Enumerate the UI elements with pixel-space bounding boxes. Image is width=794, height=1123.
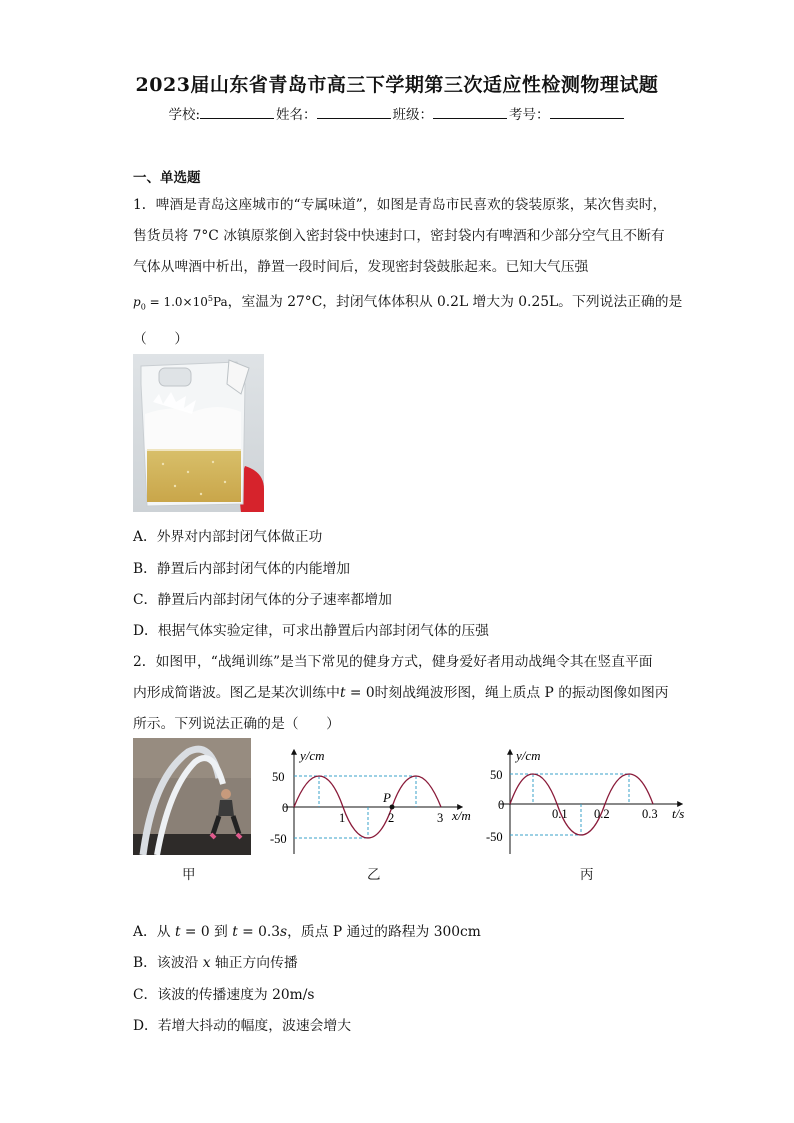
student-info-row — [0, 103, 794, 123]
yi-ytick-50: 50 — [272, 770, 285, 784]
q1-line-2: 售货员将 7°C 冰镇原浆倒入密封袋中快速封口，密封袋内有啤酒和少部分空气且不断有 — [133, 228, 665, 244]
caption-yi: 乙 — [367, 867, 381, 883]
name-label: 姓名： — [276, 107, 317, 123]
class-blank[interactable] — [433, 106, 507, 119]
q1-option-d: D．根据气体实验定律，可求出静置后内部封闭气体的压强 — [133, 623, 489, 639]
q1-line-1: 1．啤酒是青岛这座城市的“专属味道”，如图是青岛市民喜欢的袋装原浆，某次售卖时， — [133, 197, 667, 213]
yi-ytick-0: 0 — [282, 801, 289, 815]
q1-line-3: 气体从啤酒中析出，静置一段时间后，发现密封袋鼓胀起来。已知大气压强 — [133, 259, 589, 275]
section-heading: 一、单选题 — [133, 170, 201, 186]
q2-line-3: 所示。下列说法正确的是（ ） — [133, 716, 340, 732]
caption-jia: 甲 — [182, 867, 196, 883]
battle-rope-photo — [133, 738, 251, 855]
bing-ylabel: y/cm — [516, 748, 541, 763]
caption-bing: 丙 — [580, 867, 594, 883]
bing-xtick-0.1: 0.1 — [552, 807, 568, 821]
school-blank[interactable] — [200, 106, 274, 119]
yi-point-p: P — [383, 790, 391, 805]
school-label: 学校: — [168, 107, 201, 123]
q1-option-b: B．静置后内部封闭气体的内能增加 — [133, 561, 351, 577]
name-blank[interactable] — [317, 106, 391, 119]
q1-line-4: $p_0 = 1.0\times 10^5Pa$，室温为 27°C，封闭气体体积从 0.2L 增大为 0.25L。下列说法正确的是 — [133, 294, 683, 312]
q1-option-a: A．外界对内部封闭气体做正功 — [133, 529, 323, 545]
wave-graph-yi — [270, 742, 480, 866]
pressure-formula: $p_0 = 1.0\times 10^5Pa$ — [133, 294, 228, 312]
yi-xtick-3: 3 — [437, 811, 444, 825]
yi-xtick-1: 1 — [339, 811, 346, 825]
number-blank[interactable] — [550, 106, 624, 119]
bing-ytick-neg50: -50 — [486, 830, 503, 844]
yi-xlabel: x/m — [452, 808, 471, 823]
q2-option-b: B．该波沿 x 轴正方向传播 — [133, 955, 298, 971]
q1-option-c: C．静置后内部封闭气体的分子速率都增加 — [133, 592, 392, 608]
bing-ytick-50: 50 — [490, 768, 503, 782]
class-label: 班级： — [392, 107, 434, 123]
q2-option-c: C．该波的传播速度为 20m/s — [133, 987, 315, 1003]
q2-option-a: A．从 t = 0 到 t = 0.3s，质点 P 通过的路程为 300cm — [133, 924, 481, 940]
q2-line-1: 2．如图甲，“战绳训练”是当下常见的健身方式，健身爱好者用动战绳令其在竖直平面 — [133, 654, 653, 670]
bing-xtick-0.2: 0.2 — [594, 807, 610, 821]
q2-option-d: D．若增大抖动的幅度，波速会增大 — [133, 1018, 352, 1034]
yi-ylabel: y/cm — [300, 748, 325, 763]
beer-bag-photo — [133, 354, 264, 512]
vibration-graph-bing — [482, 742, 692, 866]
bing-ytick-0: 0 — [498, 798, 505, 812]
bing-xlabel: t/s — [672, 806, 685, 821]
q1-answer-bracket: （ ） — [133, 331, 189, 347]
yi-xtick-2: 2 — [388, 811, 395, 825]
q2-line-2: 内形成简谐波。图乙是某次训练中t = 0时刻战绳波形图，绳上质点 P 的振动图像如图丙 — [133, 685, 669, 701]
page-title: 2023届山东省青岛市高三下学期第三次适应性检测物理试题 — [135, 74, 659, 96]
bing-xtick-0.3: 0.3 — [642, 807, 658, 821]
number-label: 考号： — [509, 107, 550, 123]
yi-ytick-neg50: -50 — [270, 832, 287, 846]
